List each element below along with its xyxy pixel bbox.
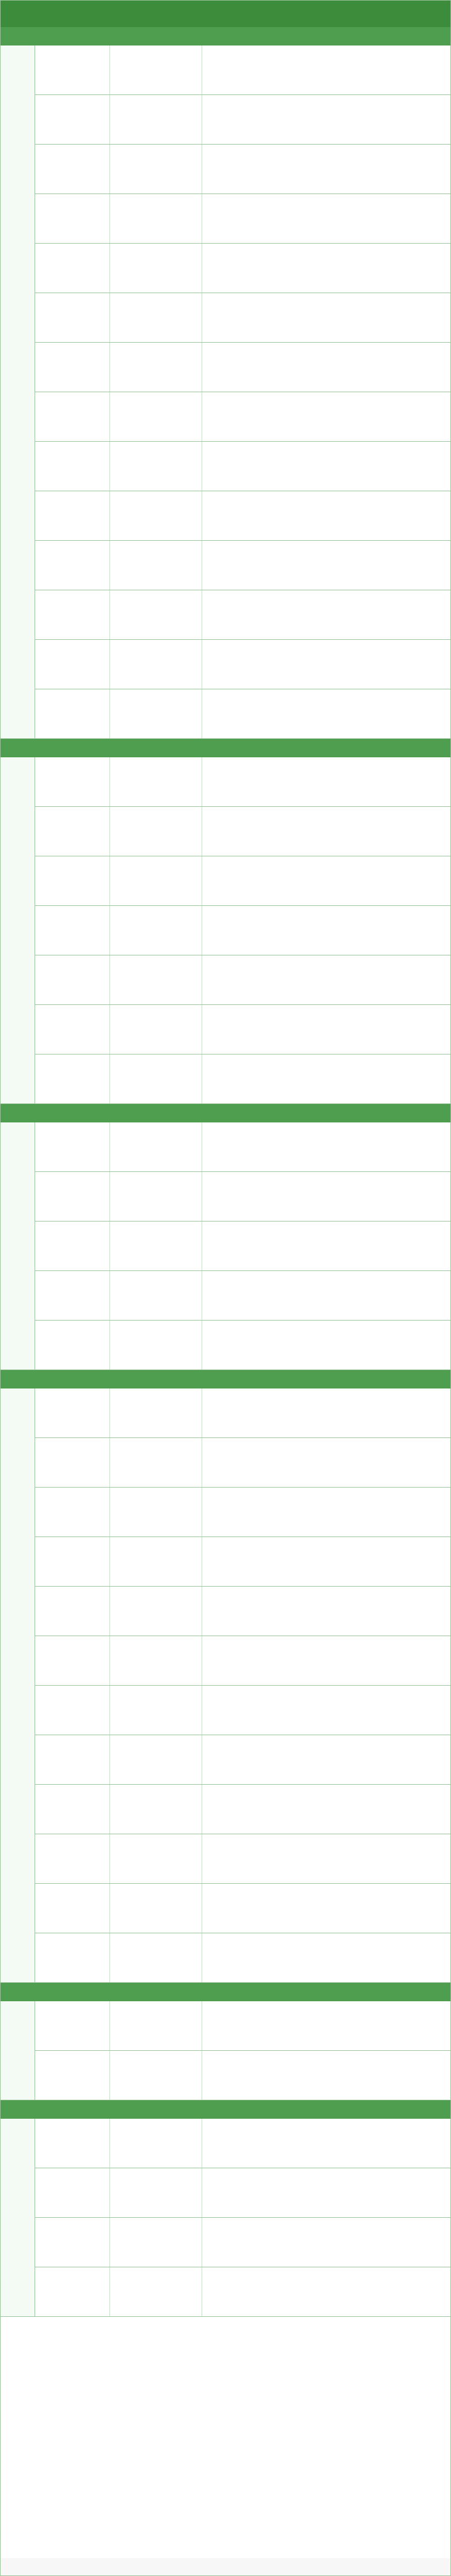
price-range xyxy=(110,2267,202,2316)
table-row xyxy=(35,45,450,95)
table-row xyxy=(35,807,450,856)
project-info xyxy=(202,1321,450,1369)
price-range xyxy=(110,1172,202,1221)
project-info xyxy=(202,955,450,1004)
price-range xyxy=(110,1933,202,1982)
project-info xyxy=(202,689,450,738)
column-header-row xyxy=(1,739,450,757)
project-name xyxy=(35,757,110,806)
project-name xyxy=(35,343,110,392)
project-info xyxy=(202,2267,450,2316)
district-block xyxy=(1,739,450,1104)
price-range xyxy=(110,1221,202,1270)
price-range xyxy=(110,955,202,1004)
price-range xyxy=(110,2168,202,2217)
project-info xyxy=(202,293,450,342)
project-name xyxy=(35,906,110,955)
table-row xyxy=(35,1122,450,1172)
table-row xyxy=(35,757,450,807)
project-info xyxy=(202,1884,450,1933)
table-row xyxy=(35,1388,450,1438)
price-range xyxy=(110,757,202,806)
project-info xyxy=(202,541,450,590)
project-name xyxy=(35,1735,110,1784)
project-name xyxy=(35,1438,110,1487)
project-name xyxy=(35,1636,110,1685)
price-range xyxy=(110,1122,202,1171)
project-name xyxy=(35,244,110,293)
price-range xyxy=(110,244,202,293)
project-name xyxy=(35,1834,110,1883)
project-name xyxy=(35,1933,110,1982)
table-row xyxy=(35,1785,450,1834)
table-row xyxy=(35,293,450,343)
project-name xyxy=(35,2051,110,2100)
project-name xyxy=(35,194,110,243)
table-row xyxy=(35,689,450,739)
project-name xyxy=(35,491,110,540)
price-range xyxy=(110,145,202,194)
project-info xyxy=(202,2218,450,2267)
project-info xyxy=(202,1388,450,1437)
table-row xyxy=(35,1221,450,1271)
price-range xyxy=(110,2051,202,2100)
table-row xyxy=(35,2168,450,2218)
table-row xyxy=(35,1834,450,1884)
project-name xyxy=(35,1587,110,1636)
price-range xyxy=(110,1636,202,1685)
project-name xyxy=(35,955,110,1004)
table-row xyxy=(35,1172,450,1221)
project-info xyxy=(202,590,450,639)
project-name xyxy=(35,640,110,689)
project-name xyxy=(35,1321,110,1369)
district-name xyxy=(1,1388,35,1983)
price-range xyxy=(110,392,202,441)
project-name xyxy=(35,541,110,590)
project-info xyxy=(202,1221,450,1270)
price-range xyxy=(110,1785,202,1834)
table-row xyxy=(35,1438,450,1488)
price-range xyxy=(110,491,202,540)
price-range xyxy=(110,1587,202,1636)
table-row xyxy=(35,2119,450,2168)
project-name xyxy=(35,2001,110,2050)
project-info xyxy=(202,1735,450,1784)
project-name xyxy=(35,1537,110,1586)
district-block xyxy=(1,2100,450,2317)
table-row xyxy=(35,1054,450,1104)
price-range xyxy=(110,1735,202,1784)
column-header-row xyxy=(1,1370,450,1388)
project-info xyxy=(202,1537,450,1586)
table-row xyxy=(35,590,450,640)
table-row xyxy=(35,95,450,145)
table-row xyxy=(35,1321,450,1370)
table-row xyxy=(35,2267,450,2317)
project-name xyxy=(35,2168,110,2217)
project-name xyxy=(35,1172,110,1221)
project-info xyxy=(202,343,450,392)
project-info xyxy=(202,1785,450,1834)
table-row xyxy=(35,1636,450,1686)
price-range xyxy=(110,1005,202,1054)
district-name xyxy=(1,2001,35,2100)
district-name xyxy=(1,1122,35,1370)
table-row xyxy=(35,2218,450,2267)
table-row xyxy=(35,1488,450,1537)
project-info xyxy=(202,1122,450,1171)
district-blocks xyxy=(1,27,450,2317)
project-info xyxy=(202,1587,450,1636)
price-range xyxy=(110,541,202,590)
table-row xyxy=(35,640,450,689)
price-range xyxy=(110,807,202,856)
project-info xyxy=(202,1834,450,1883)
project-name xyxy=(35,392,110,441)
table-row xyxy=(35,145,450,194)
project-info xyxy=(202,2168,450,2217)
project-name xyxy=(35,689,110,738)
project-name xyxy=(35,2218,110,2267)
project-name xyxy=(35,1785,110,1834)
district-name xyxy=(1,45,35,739)
price-range xyxy=(110,1054,202,1103)
price-range xyxy=(110,590,202,639)
price-range xyxy=(110,95,202,144)
project-info xyxy=(202,1005,450,1054)
price-range xyxy=(110,1488,202,1537)
table-row xyxy=(35,1271,450,1321)
price-range xyxy=(110,1438,202,1487)
project-info xyxy=(202,145,450,194)
table-row xyxy=(35,856,450,906)
price-range xyxy=(110,293,202,342)
project-info xyxy=(202,442,450,491)
project-name xyxy=(35,1388,110,1437)
project-name xyxy=(35,95,110,144)
price-range xyxy=(110,45,202,94)
price-range xyxy=(110,2001,202,2050)
project-name xyxy=(35,1488,110,1537)
project-info xyxy=(202,244,450,293)
project-info xyxy=(202,491,450,540)
table-row xyxy=(35,955,450,1005)
price-range xyxy=(110,1271,202,1320)
project-info xyxy=(202,1271,450,1320)
table-row xyxy=(35,1933,450,1983)
sheet-footer xyxy=(1,2558,450,2575)
table-row xyxy=(35,1735,450,1785)
project-info xyxy=(202,194,450,243)
project-name xyxy=(35,1271,110,1320)
project-info xyxy=(202,1686,450,1735)
district-block xyxy=(1,1104,450,1370)
project-name xyxy=(35,442,110,491)
project-info xyxy=(202,856,450,905)
project-name xyxy=(35,807,110,856)
project-info xyxy=(202,1438,450,1487)
table-row xyxy=(35,2001,450,2051)
table-row xyxy=(35,491,450,541)
project-info xyxy=(202,757,450,806)
table-row xyxy=(35,541,450,590)
price-range xyxy=(110,1834,202,1883)
project-name xyxy=(35,145,110,194)
price-range xyxy=(110,689,202,738)
table-row xyxy=(35,1537,450,1587)
table-row xyxy=(35,906,450,955)
project-name xyxy=(35,1005,110,1054)
price-range xyxy=(110,2119,202,2168)
project-info xyxy=(202,1488,450,1537)
table-row xyxy=(35,2051,450,2100)
project-info xyxy=(202,2001,450,2050)
project-info xyxy=(202,640,450,689)
project-name xyxy=(35,45,110,94)
project-name xyxy=(35,1054,110,1103)
project-info xyxy=(202,1054,450,1103)
project-name xyxy=(35,1884,110,1933)
project-info xyxy=(202,2051,450,2100)
price-range xyxy=(110,906,202,955)
table-row xyxy=(35,1884,450,1933)
project-info xyxy=(202,95,450,144)
price-range xyxy=(110,1388,202,1437)
table-row xyxy=(35,1587,450,1636)
table-row xyxy=(35,1686,450,1735)
price-range xyxy=(110,1686,202,1735)
district-name xyxy=(1,2119,35,2317)
sheet-title xyxy=(1,1,450,27)
price-range xyxy=(110,2218,202,2267)
project-name xyxy=(35,1122,110,1171)
price-range xyxy=(110,442,202,491)
district-name xyxy=(1,757,35,1104)
price-range xyxy=(110,1537,202,1586)
price-range xyxy=(110,1884,202,1933)
price-range xyxy=(110,856,202,905)
project-name xyxy=(35,1221,110,1270)
column-header-row xyxy=(1,1104,450,1122)
project-info xyxy=(202,1933,450,1982)
price-range xyxy=(110,640,202,689)
price-range xyxy=(110,194,202,243)
price-range xyxy=(110,343,202,392)
table-row xyxy=(35,244,450,293)
project-info xyxy=(202,45,450,94)
project-info xyxy=(202,906,450,955)
project-name xyxy=(35,1686,110,1735)
table-row xyxy=(35,343,450,392)
price-range xyxy=(110,1321,202,1369)
column-header-row xyxy=(1,27,450,45)
project-name xyxy=(35,590,110,639)
column-header-row xyxy=(1,1983,450,2001)
project-info xyxy=(202,1636,450,1685)
table-row xyxy=(35,442,450,491)
project-name xyxy=(35,2119,110,2168)
project-info xyxy=(202,807,450,856)
district-block xyxy=(1,27,450,739)
project-name xyxy=(35,2267,110,2316)
project-name xyxy=(35,293,110,342)
project-info xyxy=(202,392,450,441)
column-header-row xyxy=(1,2100,450,2119)
project-info xyxy=(202,2119,450,2168)
district-block xyxy=(1,1370,450,1983)
table-row xyxy=(35,1005,450,1054)
table-row xyxy=(35,194,450,244)
project-name xyxy=(35,856,110,905)
table-row xyxy=(35,392,450,442)
district-block xyxy=(1,1983,450,2100)
project-info xyxy=(202,1172,450,1221)
